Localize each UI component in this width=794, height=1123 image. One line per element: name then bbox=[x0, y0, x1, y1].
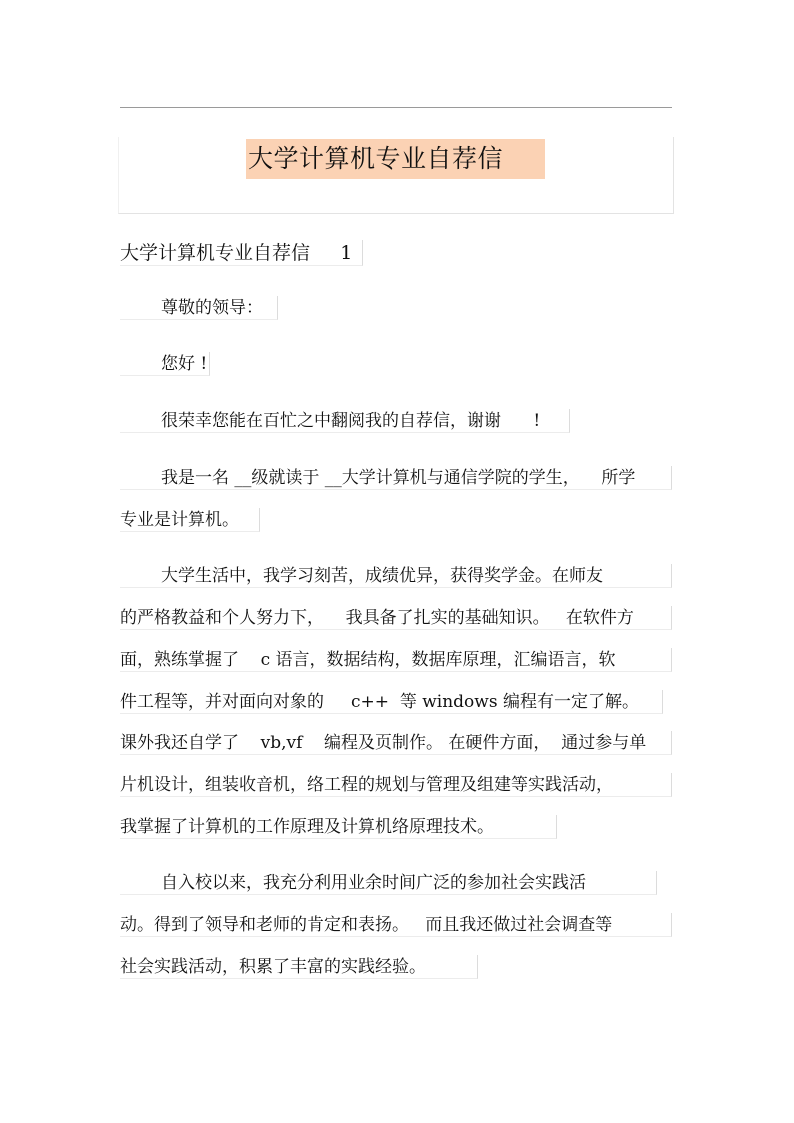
paragraph-line: 课外我还自学了 vb,vf 编程及页制作。 在硬件方面， 通过参与单 bbox=[120, 731, 672, 755]
paragraph-line: 件工程等，并对面向对象的 c++ 等 windows 编程有一定了解。 bbox=[120, 690, 663, 714]
paragraph-line: 大学生活中，我学习刻苦，成绩优异，获得奖学金。在师友 bbox=[120, 564, 672, 588]
paragraph-line: 动。得到了领导和老师的肯定和表扬。 而且我还做过社会调查等 bbox=[120, 913, 672, 937]
top-rule bbox=[120, 107, 672, 108]
paragraph-line: 自入校以来，我充分利用业余时间广泛的参加社会实践活 bbox=[120, 871, 657, 895]
paragraph-line: 面，熟练掌握了 c 语言，数据结构，数据库原理，汇编语言，软 bbox=[120, 648, 672, 672]
paragraph-line: 片机设计，组装收音机，络工程的规划与管理及组建等实践活动， bbox=[120, 773, 672, 797]
greeting: 您好 ! bbox=[120, 352, 210, 376]
paragraph-line: 专业是计算机。 bbox=[120, 508, 260, 532]
paragraph-line: 很荣幸您能在百忙之中翻阅我的自荐信，谢谢 ! bbox=[120, 409, 570, 433]
paragraph-line: 我是一名 __级就读于 __大学计算机与通信学院的学生， 所学 bbox=[120, 466, 672, 490]
paragraph-line: 我掌握了计算机的工作原理及计算机络原理技术。 bbox=[120, 815, 557, 839]
paragraph-line: 社会实践活动，积累了丰富的实践经验。 bbox=[120, 955, 478, 979]
salutation: 尊敬的领导： bbox=[120, 296, 278, 320]
paragraph-line: 的严格教益和个人努力下， 我具备了扎实的基础知识。 在软件方 bbox=[120, 606, 672, 630]
document-title: 大学计算机专业自荐信 bbox=[246, 139, 545, 179]
section-heading: 大学计算机专业自荐信 1 bbox=[120, 240, 363, 266]
